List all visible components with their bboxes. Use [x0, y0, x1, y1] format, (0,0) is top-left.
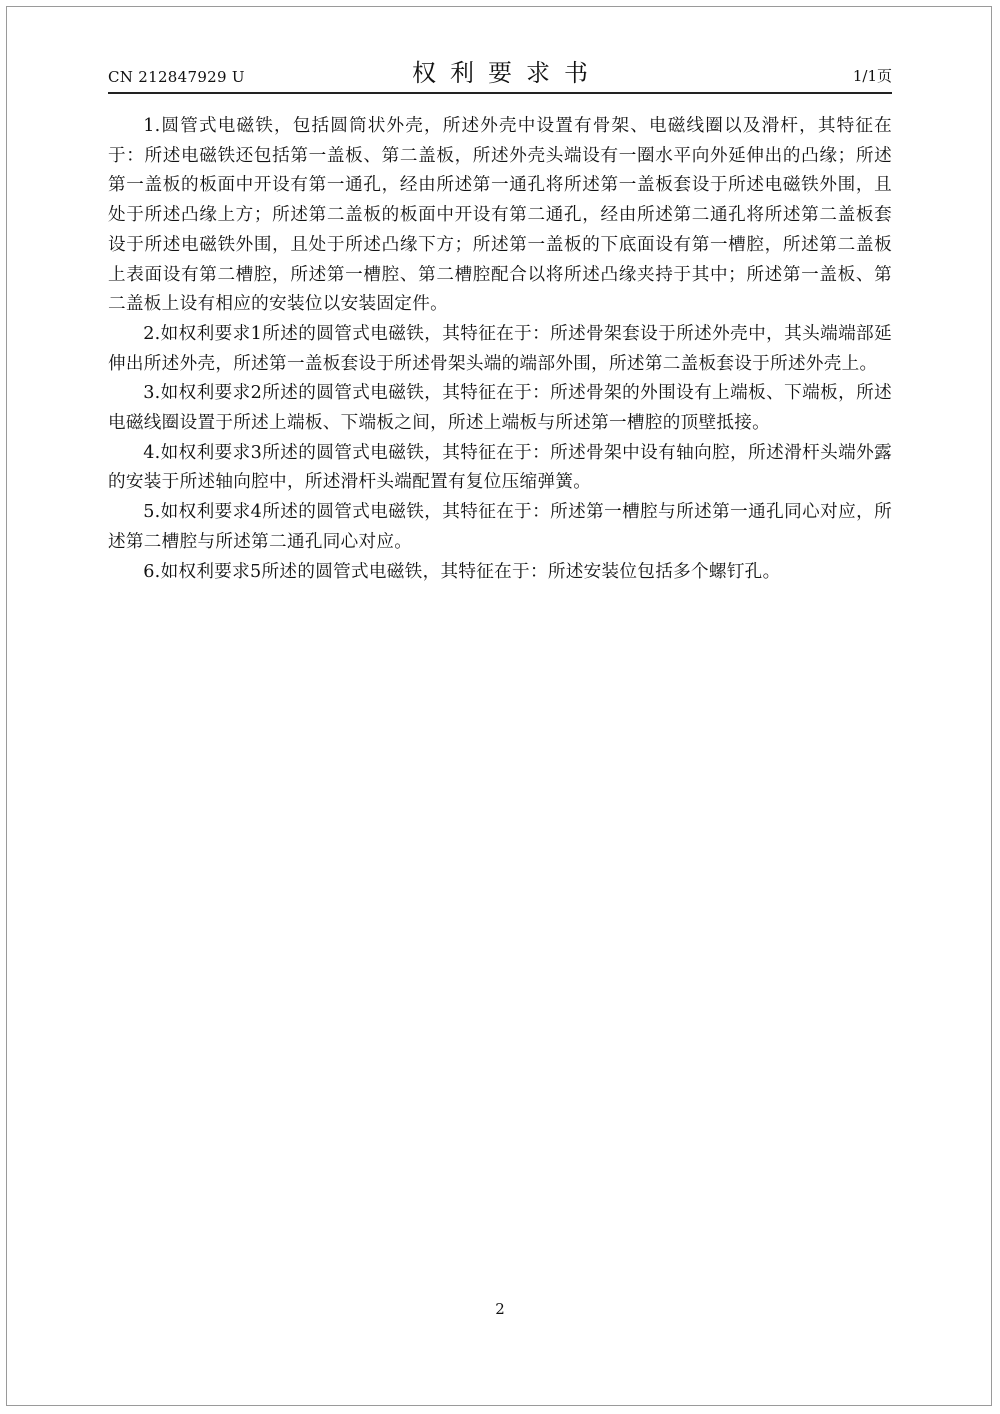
- claim-1: 1.圆管式电磁铁，包括圆筒状外壳，所述外壳中设置有骨架、电磁线圈以及滑杆，其特征在于：所述电磁铁还包括第一盖板、第二盖板，所述外壳头端设有一圈水平向外延伸出的凸缘；所述第一盖板的板面中开设有第一通孔，经由所述第一通孔将所述第一盖板套设于所述电磁铁外围，且处于所述凸缘上方；所述第二盖板的板面中开设有第二通孔，经由所述第二通孔将所述第二盖板套设于所述电磁铁外围，且处于所述凸缘下方；所述第一盖板的下底面设有第一槽腔，所述第二盖板上表面设有第二槽腔，所述第一槽腔、第二槽腔配合以将所述凸缘夹持于其中；所述第一盖板、第二盖板上设有相应的安装位以安装固定件。: [108, 116, 892, 315]
- document-number: CN 212847929 U: [108, 68, 245, 86]
- claims-body: [108, 112, 892, 587]
- claim-5: 5.如权利要求4所述的圆管式电磁铁，其特征在于：所述第一槽腔与所述第一通孔同心对应，所述第二槽腔与所述第二通孔同心对应。: [108, 502, 892, 552]
- claim-3: 3.如权利要求2所述的圆管式电磁铁，其特征在于：所述骨架的外围设有上端板、下端板，所述电磁线圈设置于所述上端板、下端板之间，所述上端板与所述第一槽腔的顶壁抵接。: [108, 383, 892, 434]
- claim-4: 4.如权利要求3所述的圆管式电磁铁，其特征在于：所述骨架中设有轴向腔，所述滑杆头端外露的安装于所述轴向腔中，所述滑杆头端配置有复位压缩弹簧。: [108, 442, 892, 493]
- page-info: 1/1页: [852, 67, 892, 85]
- document-title: 权利要求书: [412, 59, 602, 87]
- page-number: 2: [495, 1300, 505, 1318]
- claim-2: 2.如权利要求1所述的圆管式电磁铁，其特征在于：所述骨架套设于所述外壳中，其头端端部延伸出所述外壳，所述第一盖板套设于所述骨架头端的端部外围，所述第二盖板套设于所述外壳上。: [108, 323, 892, 374]
- claim-6: 6.如权利要求5所述的圆管式电磁铁，其特征在于：所述安装位包括多个螺钉孔。: [143, 561, 781, 582]
- page-header: [108, 52, 892, 94]
